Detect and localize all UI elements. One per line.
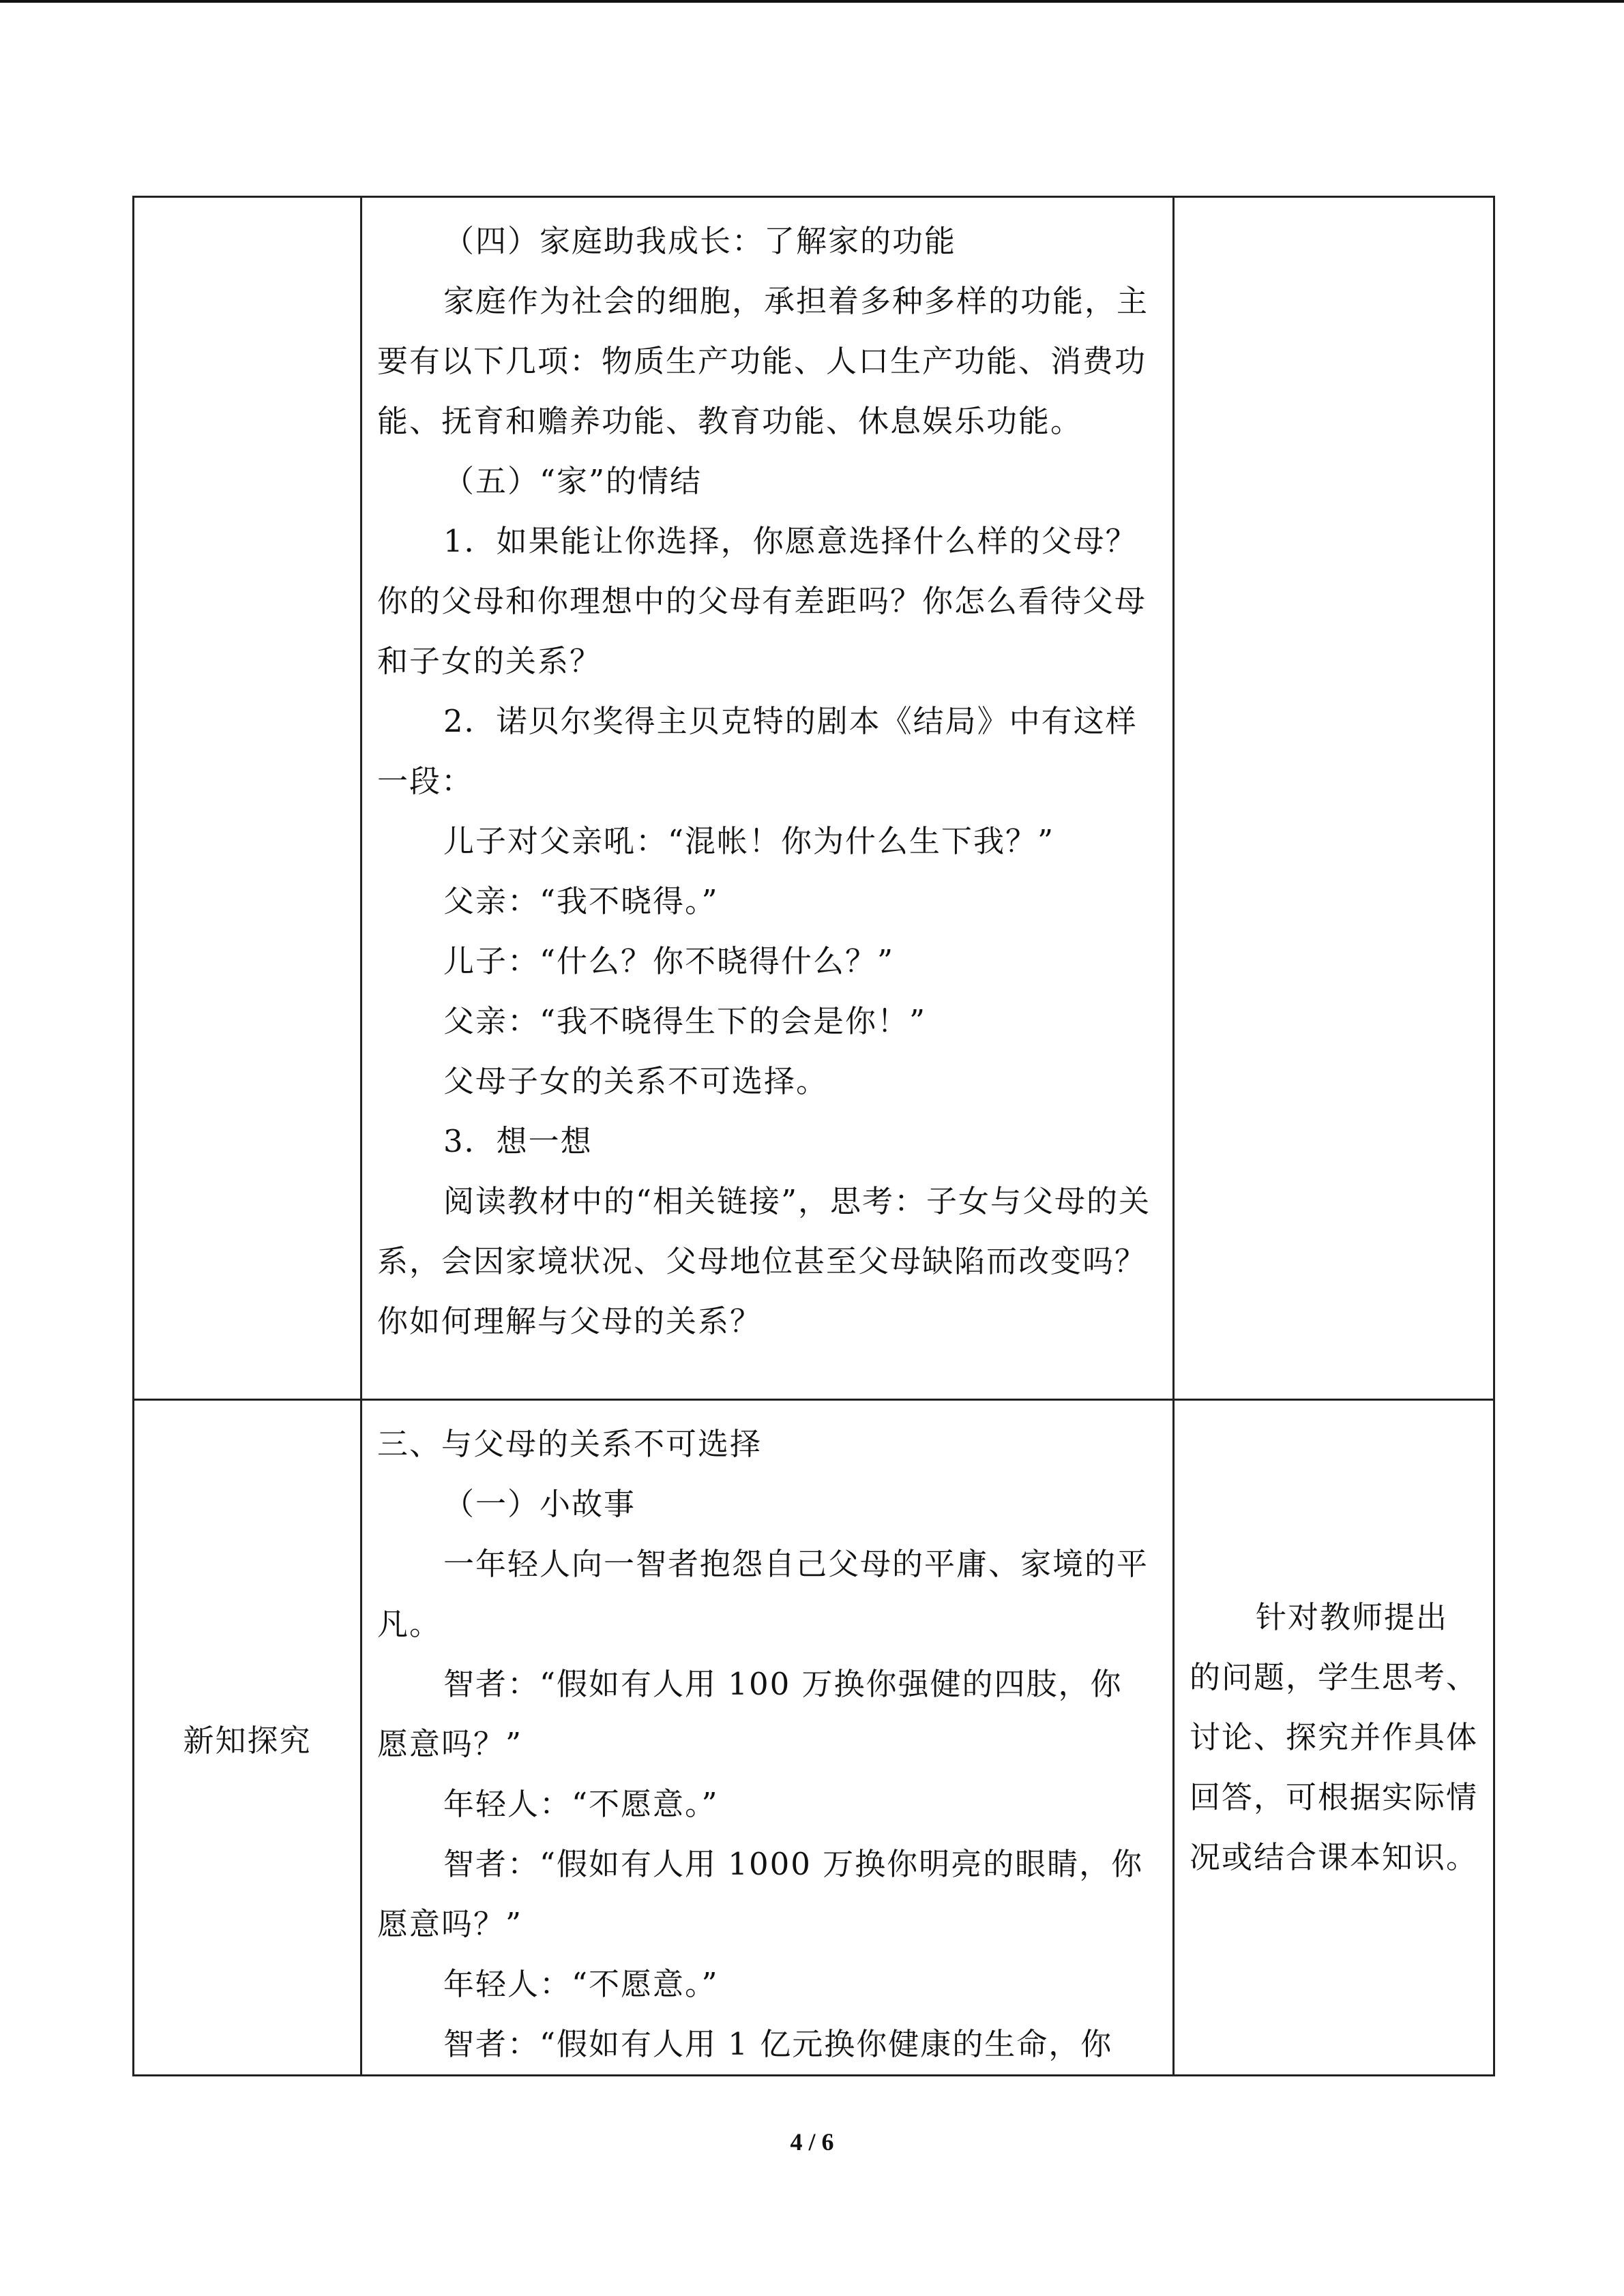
dialogue-line: 儿子对父亲吼：“混帐！你为什么生下我？” [443, 823, 1055, 859]
content-cell [361, 197, 1174, 1400]
page-number: 4 / 6 [790, 2128, 834, 2156]
table-row [134, 1400, 1494, 2076]
dialogue-line: 父母子女的关系不可选择。 [443, 1063, 829, 1099]
story-line: 智者：“假如有人用 1000 万换你明亮的眼睛，你愿意吗？” [377, 1846, 1144, 1942]
row2-heading: 三、与父母的关系不可选择 [377, 1426, 763, 1462]
lesson-table [132, 196, 1495, 2076]
content-cell [361, 1400, 1174, 2076]
row-label: 新知探究 [134, 1400, 361, 2076]
section-five-heading: （五）“家”的情结 [443, 463, 703, 499]
dialogue-line: 父亲：“我不晓得。” [443, 883, 719, 919]
row2-subheading: （一）小故事 [443, 1486, 636, 1522]
note-cell [1174, 1400, 1494, 2076]
section-five-item3-text: 阅读教材中的“相关链接”，思考：子女与父母的关系，会因家境状况、父母地位甚至父母缺陷而改变吗？你如何理解与父母的关系？ [377, 1183, 1151, 1339]
section-four-heading: （四）家庭助我成长：了解家的功能 [443, 223, 957, 259]
note-cell-empty [1174, 197, 1494, 1400]
top-rule [0, 0, 1624, 3]
dialogue-line: 父亲：“我不晓得生下的会是你！” [443, 1003, 927, 1039]
row2-intro: 一年轻人向一智者抱怨自己父母的平庸、家境的平凡。 [377, 1546, 1149, 1642]
teacher-note: 针对教师提出的问题，学生思考、讨论、探究并作具体回答，可根据实际情况或结合课本知识。 [1190, 1599, 1479, 1875]
section-five-item3: 3．想一想 [443, 1123, 593, 1159]
story-line: 智者：“假如有人用 1 亿元换你健康的生命，你 [443, 2026, 1113, 2062]
section-four-paragraph: 家庭作为社会的细胞，承担着多种多样的功能，主要有以下几项：物质生产功能、人口生产功能、消费功能、抚育和赡养功能、教育功能、休息娱乐功能。 [377, 283, 1149, 439]
section-five-item2: 2．诺贝尔奖得主贝克特的剧本《结局》中有这样一段： [377, 703, 1138, 799]
story-line: 年轻人：“不愿意。” [443, 1786, 719, 1822]
section-five-item1: 1．如果能让你选择，你愿意选择什么样的父母？你的父母和你理想中的父母有差距吗？你怎么看待父母和子女的关系？ [377, 523, 1147, 679]
dialogue-line: 儿子：“什么？你不晓得什么？” [443, 943, 895, 979]
story-line: 智者：“假如有人用 100 万换你强健的四肢，你愿意吗？” [377, 1666, 1123, 1762]
label-cell-empty [134, 197, 361, 1400]
table-row [134, 197, 1494, 1400]
story-line: 年轻人：“不愿意。” [443, 1966, 719, 2002]
